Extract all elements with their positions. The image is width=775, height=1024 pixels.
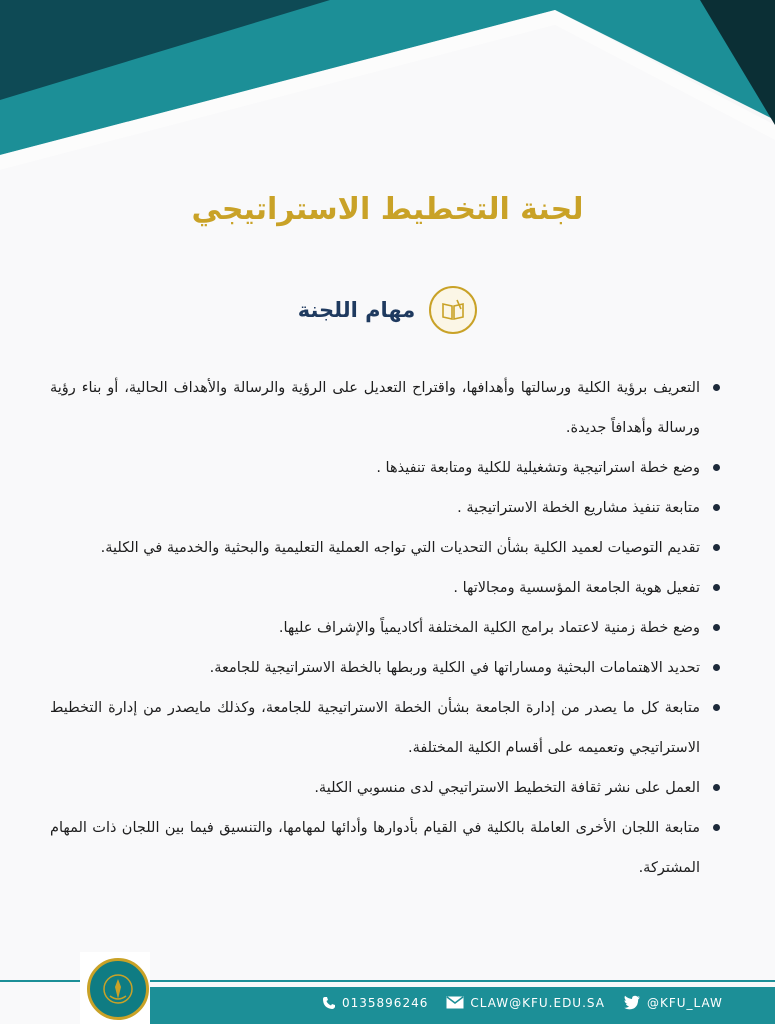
phone-number: 0135896246 — [342, 995, 429, 1010]
bullet — [713, 784, 720, 791]
book-pen-icon — [429, 286, 477, 334]
section-heading-row — [0, 286, 775, 334]
tasks-list — [50, 368, 700, 888]
email-address: CLAW@KFU.EDU.SA — [470, 995, 605, 1010]
email-contact[interactable] — [446, 996, 605, 1010]
page-title: لجنة التخطيط الاستراتيجي — [191, 192, 584, 227]
university-logo — [87, 958, 149, 1020]
contact-info — [322, 995, 723, 1010]
twitter-handle: @KFU_LAW — [646, 995, 723, 1010]
twitter-icon — [623, 995, 641, 1010]
phone-icon — [322, 996, 336, 1010]
bullet — [713, 824, 720, 831]
list-item: متابعة اللجان الأخرى العاملة بالكلية في القيام بأدوارها وأدائها لمهامها، والتنسيق فيما بين اللجان ذات المهام المشتركة. — [50, 808, 700, 888]
list-item: وضع خطة زمنية لاعتماد برامج الكلية المختلفة أكاديمياً والإشراف عليها. — [50, 608, 700, 648]
list-item: تقديم التوصيات لعميد الكلية بشأن التحديات التي تواجه العملية التعليمية والبحثية والخدمية في الكلية. — [50, 528, 700, 568]
list-item: العمل على نشر ثقافة التخطيط الاستراتيجي لدى منسوبي الكلية. — [50, 768, 700, 808]
bullet — [713, 704, 720, 711]
bullet — [713, 504, 720, 511]
twitter-contact[interactable] — [623, 995, 723, 1010]
bullet — [713, 624, 720, 631]
list-item: وضع خطة استراتيجية وتشغيلية للكلية ومتابعة تنفيذها . — [50, 448, 700, 488]
bullet — [713, 544, 720, 551]
bullet — [713, 584, 720, 591]
envelope-icon — [446, 996, 464, 1009]
bullet — [713, 464, 720, 471]
list-item: تفعيل هوية الجامعة المؤسسية ومجالاتها . — [50, 568, 700, 608]
list-item: تحديد الاهتمامات البحثية ومساراتها في الكلية وربطها بالخطة الاستراتيجية للجامعة. — [50, 648, 700, 688]
list-item: متابعة تنفيذ مشاريع الخطة الاستراتيجية . — [50, 488, 700, 528]
list-item: متابعة كل ما يصدر من إدارة الجامعة بشأن الخطة الاستراتيجية للجامعة، وكذلك مايصدر من إدارة التخطيط الاستراتيجي وتعميمه على أقسام الكلية المختلفة. — [50, 688, 700, 768]
bullet — [713, 384, 720, 391]
section-heading: مهام اللجنة — [297, 298, 416, 322]
bullet — [713, 664, 720, 671]
list-item: التعريف برؤية الكلية ورسالتها وأهدافها، واقتراح التعديل على الرؤية والرسالة والأهداف الحالية، أو بناء رؤية ورسالة وأهدافاً جديدة. — [50, 368, 700, 448]
footer — [0, 972, 775, 1024]
phone-contact[interactable] — [322, 996, 428, 1010]
